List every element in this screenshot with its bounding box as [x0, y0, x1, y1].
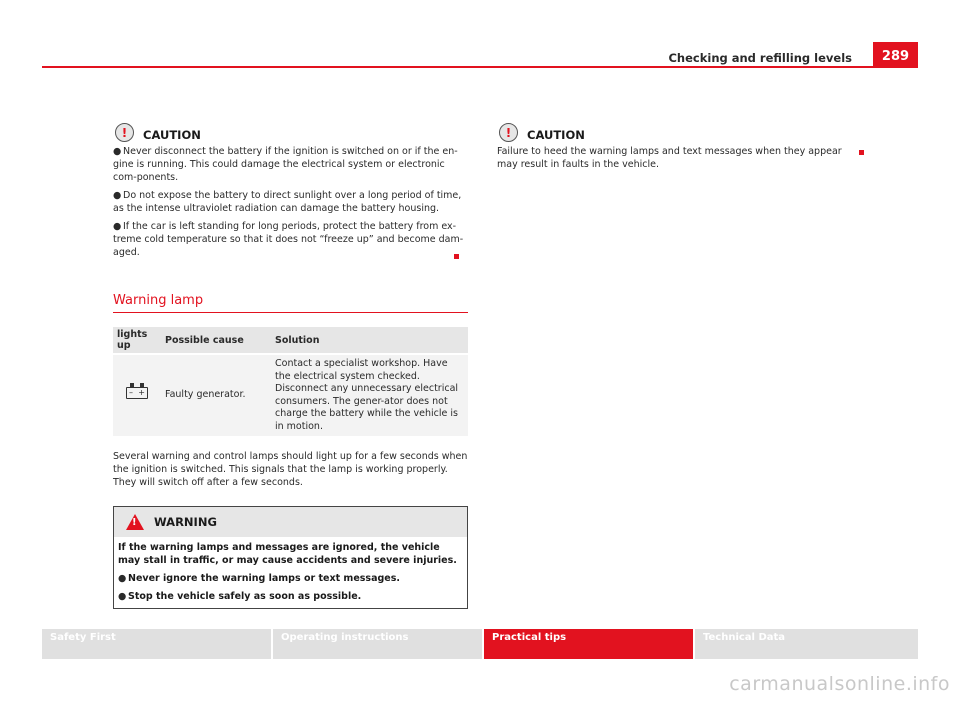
- column-header: Possible cause: [161, 327, 271, 354]
- column-header: Solution: [271, 327, 468, 354]
- header-rule: [42, 66, 918, 68]
- warning-triangle-icon: !: [126, 514, 144, 530]
- caution-item: ● Do not expose the battery to direct sunlight over a long period of time, as the intense ultraviolet radiation can damage the battery housing.: [113, 190, 462, 214]
- caution-item: ● Never disconnect the battery if the ignition is switched on or if the en-gine is running. This could damage the electrical system or electronic com-ponents.: [113, 146, 458, 183]
- table-row: [113, 354, 468, 436]
- caution-item: ● If the car is left standing for long periods, protect the battery from ex-treme cold temperature so that it does not “freeze up” and become dam-aged.: [113, 221, 464, 258]
- table-header-row: [113, 327, 468, 354]
- warning-heading: [114, 507, 467, 537]
- section-end-marker: [859, 150, 864, 155]
- lamp-cell: [113, 354, 161, 436]
- cause-cell: Faulty generator.: [161, 354, 271, 436]
- exclamation-circle-icon: !: [115, 123, 134, 142]
- tab-operating-instructions[interactable]: Operating instructions: [273, 629, 482, 659]
- exclamation-circle-icon: !: [499, 123, 518, 142]
- running-header-title: Checking and refilling levels: [668, 51, 852, 65]
- right-column: [497, 118, 877, 171]
- tab-safety-first[interactable]: Safety First: [42, 629, 271, 659]
- warning-item: ● Never ignore the warning lamps or text messages.: [118, 573, 400, 584]
- warning-title: WARNING: [154, 515, 217, 529]
- tab-practical-tips[interactable]: Practical tips: [484, 629, 693, 659]
- caution-title: CAUTION: [143, 128, 201, 142]
- battery-icon: – +: [126, 387, 148, 399]
- watermark: carmanualsonline.info: [729, 673, 950, 695]
- solution-cell: Contact a specialist workshop. Have the electrical system checked. Disconnect any unnecessary electrical consumers. The gener-ator does not charge the battery while the vehicle is in motion.: [271, 354, 468, 436]
- caution-title: CAUTION: [527, 128, 585, 142]
- section-end-marker: [454, 254, 459, 259]
- page-number: 289: [873, 42, 918, 68]
- body-paragraph: Several warning and control lamps should light up for a few seconds when the ignition is switched. This signals that the lamp is working properly. They will switch off after a few seconds.: [113, 451, 468, 488]
- footer-nav: [42, 629, 918, 659]
- caution-heading: [497, 118, 877, 142]
- warning-intro: If the warning lamps and messages are ignored, the vehicle may stall in traffic, or may cause accidents and severe injuries.: [118, 542, 457, 566]
- section-title: Warning lamp: [113, 293, 468, 313]
- warning-body: [114, 537, 467, 608]
- column-header: lights up: [113, 327, 161, 354]
- warning-lamp-table: [113, 327, 468, 436]
- warning-item: ● Stop the vehicle safely as soon as possible.: [118, 591, 362, 602]
- caution-text: Failure to heed the warning lamps and text messages when they appear may result in faults in the vehicle.: [497, 145, 842, 171]
- tab-technical-data[interactable]: Technical Data: [695, 629, 918, 659]
- left-column: [113, 118, 468, 609]
- warning-box: [113, 506, 468, 609]
- caution-heading: [113, 118, 468, 142]
